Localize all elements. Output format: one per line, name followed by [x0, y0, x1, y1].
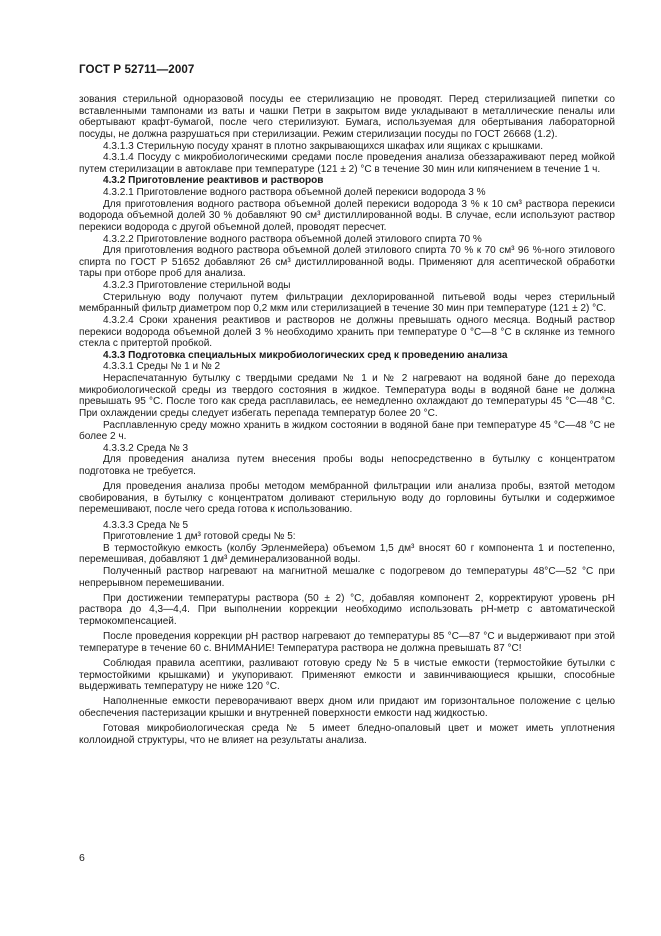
paragraph-media-5-flask: В термостойкую емкость (колбу Эрленмейера) объемом 1,5 дм³ вносят 60 г компонента 1 и постепенно, перемешивая, добавляют 1 дм³ деминерализованной воды.: [79, 542, 615, 566]
subheading-4-3-2-1: 4.3.2.1 Приготовление водного раствора объемной долей перекиси водорода 3 %: [103, 187, 486, 198]
paragraph-media-5-warning: После проведения коррекции рН раствор нагревают до температуры 85 °С—87 °С и выдерживают при этой температуре в течение 60 с. ВНИМАНИЕ! Температура раствора не должна превышать 87 °С!: [79, 631, 615, 654]
subheading-4-3-3-3: 4.3.3.3 Среда № 5: [103, 519, 189, 531]
document-body: [79, 94, 615, 746]
paragraph-media-3-membrane: Для проведения анализа пробы методом мембранной фильтрации или анализа пробы, взятой методом свобирования, в бутылку с концентратом доливают стерильную воду до горловины бутылки и содержимое перемешивают, после чего среда готова к использованию.: [79, 481, 615, 516]
paragraph-ethanol: Для приготовления водного раствора объемной долей этилового спирта 70 % к 70 см³ 96 %-ного этилового спирта по ГОСТ Р 51652 добавляют 26 см³ дистиллированной воды. Применяют для асептической обработки тары при отборе проб для анализа.: [79, 245, 615, 280]
paragraph-4-3-1-3: 4.3.1.3 Стерильную посуду хранят в плотно закрывающихся шкафах или ящиках с крышками.: [103, 140, 544, 152]
paragraph-sterile-water: Стерильную воду получают путем фильтрации дехлорированной питьевой воды через стерильный мембранный фильтр диаметром пор 0,2 мкм или стерилизацией в течение 30 мин при температуре (121 ± 2) °С.: [79, 291, 615, 315]
subheading-4-3-3-2: 4.3.3.2 Среда № 3: [103, 442, 189, 454]
paragraph-media-5-aseptic: Соблюдая правила асептики, разливают готовую среду № 5 в чистые емкости (термостойкие бутылки с термостойкими крышками) и укупоривают. Применяют емкости и завинчивающиеся крышки, способные выдерживать температуру не ниже 120 °С.: [79, 657, 615, 693]
section-heading-4-3-2: 4.3.2 Приготовление реактивов и растворов: [103, 175, 324, 187]
subheading-4-3-2-2: 4.3.2.2 Приготовление водного раствора объемной долей этилового спирта 70 %: [103, 233, 482, 245]
page-number: 6: [79, 852, 85, 864]
paragraph-4-3-1-4: 4.3.1.4 Посуду с микробиологическими средами после проведения анализа обеззараживают перед мойкой путем стерилизации в автоклаве при температуре (121 ± 2) °С в течение 30 мин или кипячением в течение 1 ч.: [79, 152, 615, 175]
paragraph-media-3-direct: Для проведения анализа путем внесения пробы воды непосредственно в бутылку с концентратом подготовка не требуется.: [79, 454, 615, 477]
paragraph-continuation: зования стерильной одноразовой посуды ее стерилизацию не проводят. Перед стерилизацией пипетки со вставленными тампонами из ваты и чашки Петри в закрытом виде укладывают в металлические пеналы или обертывают крафт-бумагой, после чего стерилизуют. Бумага, используемая для обертывания лабораторной посуды, не должна разрушаться при стерилизации. Режим стерилизации посуды по ГОСТ 26668 (1.2).: [79, 94, 615, 140]
subheading-4-3-2-3: 4.3.2.3 Приготовление стерильной воды: [103, 280, 291, 291]
paragraph-melted-media: Расплавленную среду можно хранить в жидком состоянии в водяной бане при температуре 45 °С—48 °С не более 2 ч.: [79, 419, 615, 443]
paragraph-peroxide: Для приготовления водного раствора объемной долей перекиси водорода 3 % к 10 см³ раствора перекиси водорода объемной долей 30 % добавляют 90 см³ дистиллированной воды. В случае, если используют раствор перекиси водорода с другой объемной долей, проводят пересчет.: [79, 198, 615, 233]
section-heading-4-3-3: 4.3.3 Подготовка специальных микробиологических сред к проведению анализа: [103, 349, 508, 361]
document-header: ГОСТ Р 52711—2007: [79, 63, 195, 76]
paragraph-media-1-2: Нераспечатанную бутылку с твердыми средами № 1 и № 2 нагревают на водяной бане до перехода микробиологической среды из твердого состояния в жидкое. Температура воды в водяной бане не должна превышать 95 °С. После того как среда расплавилась, ее немедленно охлаждают до температуры 45 °С—48 °С. При охлаждении среды следует избегать перепада температур более 20 °С.: [79, 373, 615, 419]
paragraph-media-5-ready: Готовая микробиологическая среда № 5 имеет бледно-опаловый цвет и может иметь уплотнения коллоидной структуры, что не влияет на результаты анализа.: [79, 723, 615, 746]
paragraph-media-5-prep: Приготовление 1 дм³ готовой среды № 5:: [103, 531, 296, 543]
paragraph-4-3-2-4: 4.3.2.4 Сроки хранения реактивов и растворов не должны превышать одного месяца. Водный раствор перекиси водорода объемной долей 3 % необходимо хранить при температуре 0 °С—8 °С в склянке из темного стекла с притертой пробкой.: [79, 314, 615, 350]
subheading-4-3-3-1: 4.3.3.1 Среды № 1 и № 2: [103, 361, 221, 373]
paragraph-media-5-invert: Наполненные емкости переворачивают вверх дном или придают им горизонтальное положение с целью обеспечения пастеризации крышки и внутренней поверхности емкости над жидкостью.: [79, 696, 615, 719]
paragraph-media-5-heat: Полученный раствор нагревают на магнитной мешалке с подогревом до температуры 48°С—52 °С при непрерывном перемешивании.: [79, 566, 615, 589]
paragraph-media-5-ph: При достижении температуры раствора (50 ± 2) °С, добавляя компонент 2, корректируют уровень рН раствора до 4,3—4,4. При выполнении коррекции необходимо использовать рН-метр с автоматической термокомпенсацией.: [79, 592, 615, 627]
